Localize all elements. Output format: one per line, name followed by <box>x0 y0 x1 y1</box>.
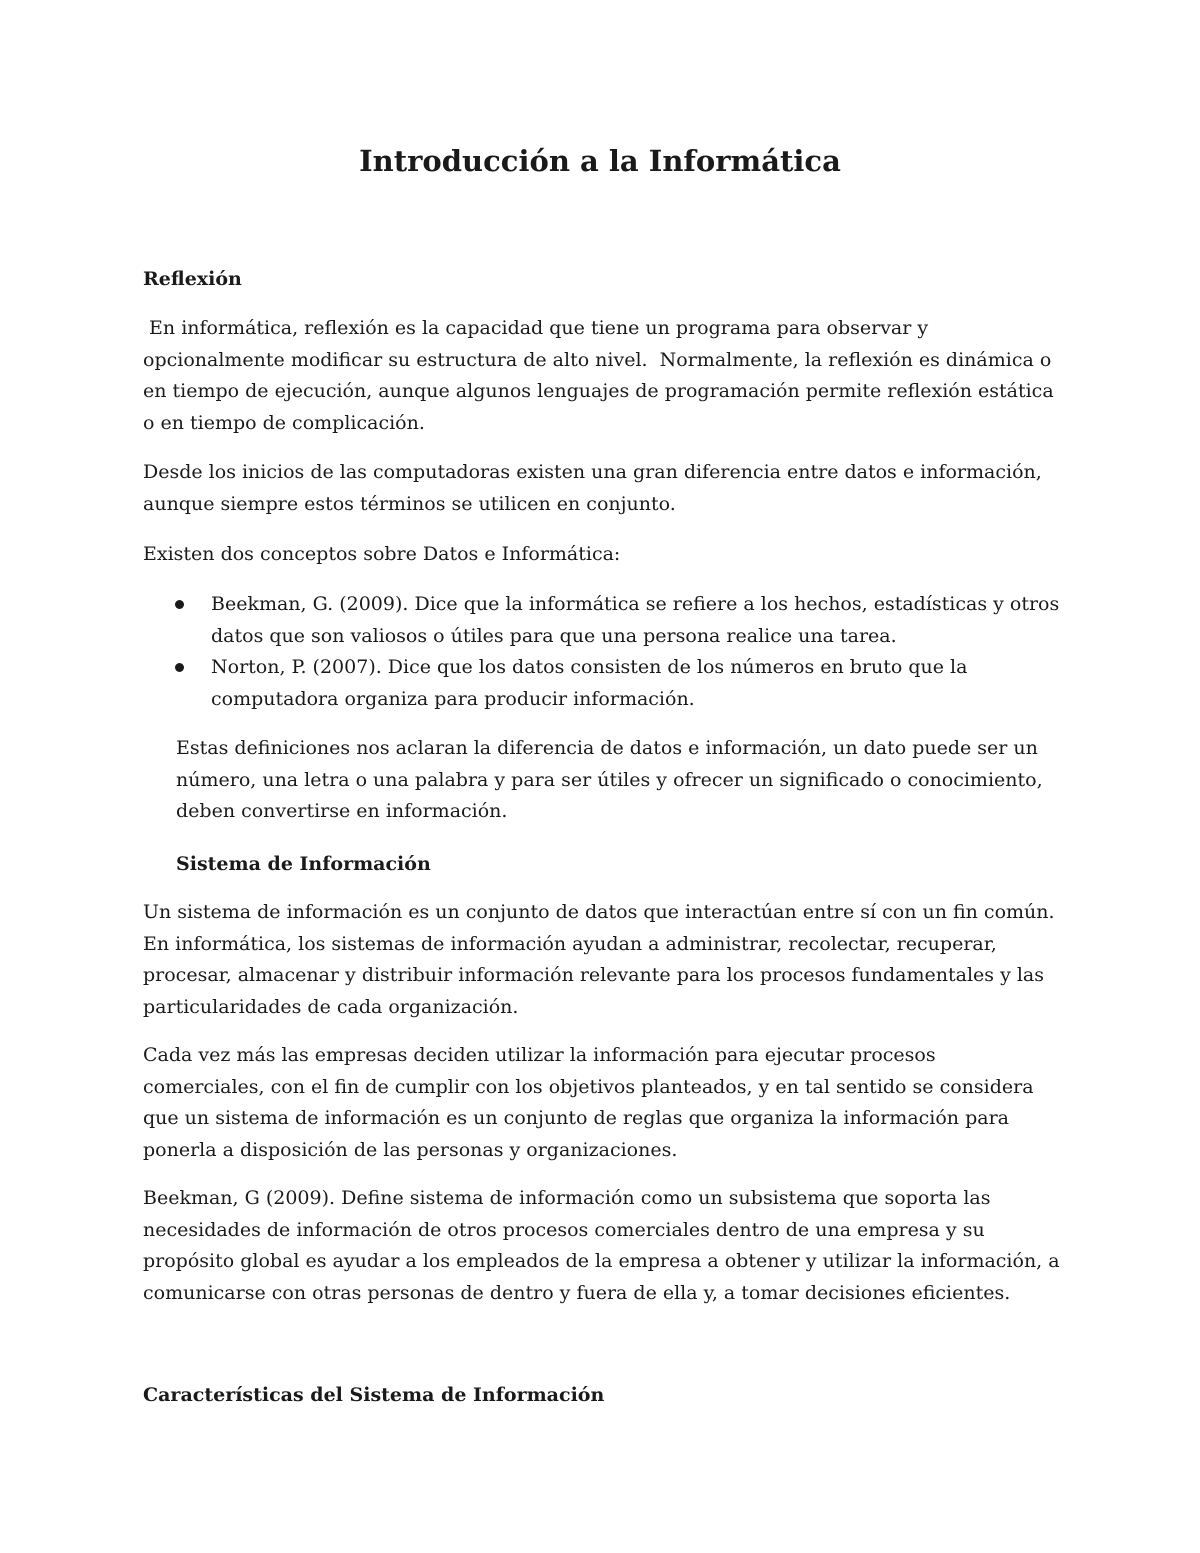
heading-caracteristicas: Características del Sistema de Información <box>143 1384 605 1406</box>
bullet-list-conceptos <box>143 589 1063 715</box>
paragraph-sistema-definicion: Un sistema de información es un conjunto de datos que interactúan entre sí con un fin común. En informática, los sistemas de información ayudan a administrar, recolectar, recuperar, procesar, almacenar y distribuir información relevante para los procesos fundamentales y las particularidades de cada organización. <box>143 901 1055 1018</box>
document-title: Introducción a la Informática <box>359 144 841 178</box>
bullet-icon <box>175 600 184 609</box>
paragraph-beekman-definicion: Beekman, G (2009). Define sistema de información como un subsistema que soporta las necesidades de información de otros procesos comerciales dentro de una empresa y su propósito global es ayudar a los empleados de la empresa a obtener y utilizar la información, a comunicarse con otras personas de dentro y fuera de ella y, a tomar decisiones eficientes. <box>143 1187 1060 1304</box>
heading-sistema-informacion: Sistema de Información <box>176 853 431 875</box>
paragraph-dos-conceptos: Existen dos conceptos sobre Datos e Informática: <box>143 543 621 565</box>
heading-reflexion: Reflexión <box>143 268 242 290</box>
paragraph-datos-informacion: Desde los inicios de las computadoras existen una gran diferencia entre datos e información, aunque siempre estos términos se utilicen en conjunto. <box>143 461 1042 515</box>
bullet-icon <box>175 663 184 672</box>
paragraph-definiciones: Estas definiciones nos aclaran la diferencia de datos e información, un dato puede ser un número, una letra o una palabra y para ser útiles y ofrecer un significado o conocimiento, deben convertirse en información. <box>176 737 1043 822</box>
bullet-text-beekman: Beekman, G. (2009). Dice que la informática se refiere a los hechos, estadísticas y otros datos que son valiosos o útiles para que una persona realice una tarea. <box>211 593 1060 647</box>
bullet-text-norton: Norton, P. (2007). Dice que los datos consisten de los números en bruto que la computadora organiza para producir información. <box>211 656 968 710</box>
list-item <box>143 652 1063 715</box>
paragraph-empresas: Cada vez más las empresas deciden utilizar la información para ejecutar procesos comerciales, con el fin de cumplir con los objetivos planteados, y en tal sentido se considera que un sistema de información es un conjunto de reglas que organiza la información para ponerla a disposición de las personas y organizaciones. <box>143 1044 1034 1161</box>
paragraph-reflexion-definition: En informática, reflexión es la capacidad que tiene un programa para observar y opcionalmente modificar su estructura de alto nivel. Normalmente, la reflexión es dinámica o en tiempo de ejecución, aunque algunos lenguajes de programación permite reflexión estática o en tiempo de complicación. <box>143 317 1060 434</box>
list-item <box>143 589 1063 652</box>
